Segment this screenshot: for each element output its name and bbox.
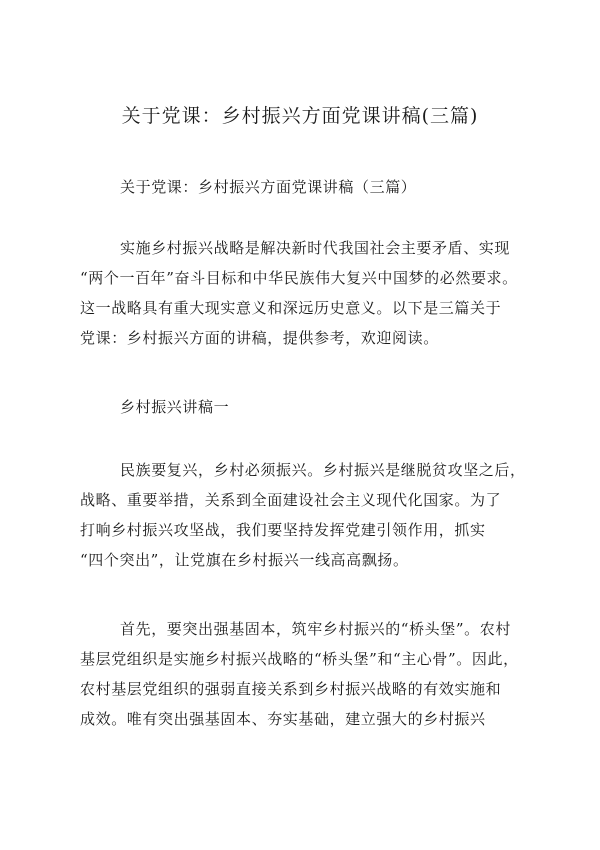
- document-subtitle: 关于党课：乡村振兴方面党课讲稿（三篇）: [120, 178, 417, 196]
- paragraph-line: 打响乡村振兴攻坚战，我们要坚持发挥党建引领作用，抓实: [80, 521, 486, 539]
- document-title: 关于党课：乡村振兴方面党课讲稿(三篇): [121, 105, 479, 127]
- section-heading: 乡村振兴讲稿一: [120, 398, 230, 416]
- paragraph-line: 成效。唯有突出强基固本、夯实基础，建立强大的乡村振兴: [80, 710, 486, 728]
- paragraph-line: 实施乡村振兴战略是解决新时代我国社会主要矛盾、实现: [120, 239, 511, 257]
- paragraph-line: 首先，要突出强基固本，筑牢乡村振兴的“桥头堡”。农村: [120, 620, 511, 638]
- paragraph-line: 基层党组织是实施乡村振兴战略的“桥头堡”和“主心骨”。因此，: [80, 650, 519, 668]
- paragraph-line: “两个一百年”奋斗目标和中华民族伟大复兴中国梦的必然要求。: [80, 269, 518, 287]
- paragraph-line: 这一战略具有重大现实意义和深远历史意义。以下是三篇关于: [80, 299, 502, 317]
- paragraph-line: 战略、重要举措，关系到全面建设社会主义现代化国家。为了: [80, 491, 502, 509]
- paragraph-line: 党课：乡村振兴方面的讲稿，提供参考，欢迎阅读。: [80, 329, 439, 347]
- paragraph-line: 民族要复兴，乡村必须振兴。乡村振兴是继脱贫攻坚之后，: [120, 461, 526, 479]
- paragraph-line: “四个突出”，让党旗在乡村振兴一线高高飘扬。: [80, 551, 409, 569]
- paragraph-line: 农村基层党组织的强弱直接关系到乡村振兴战略的有效实施和: [80, 680, 502, 698]
